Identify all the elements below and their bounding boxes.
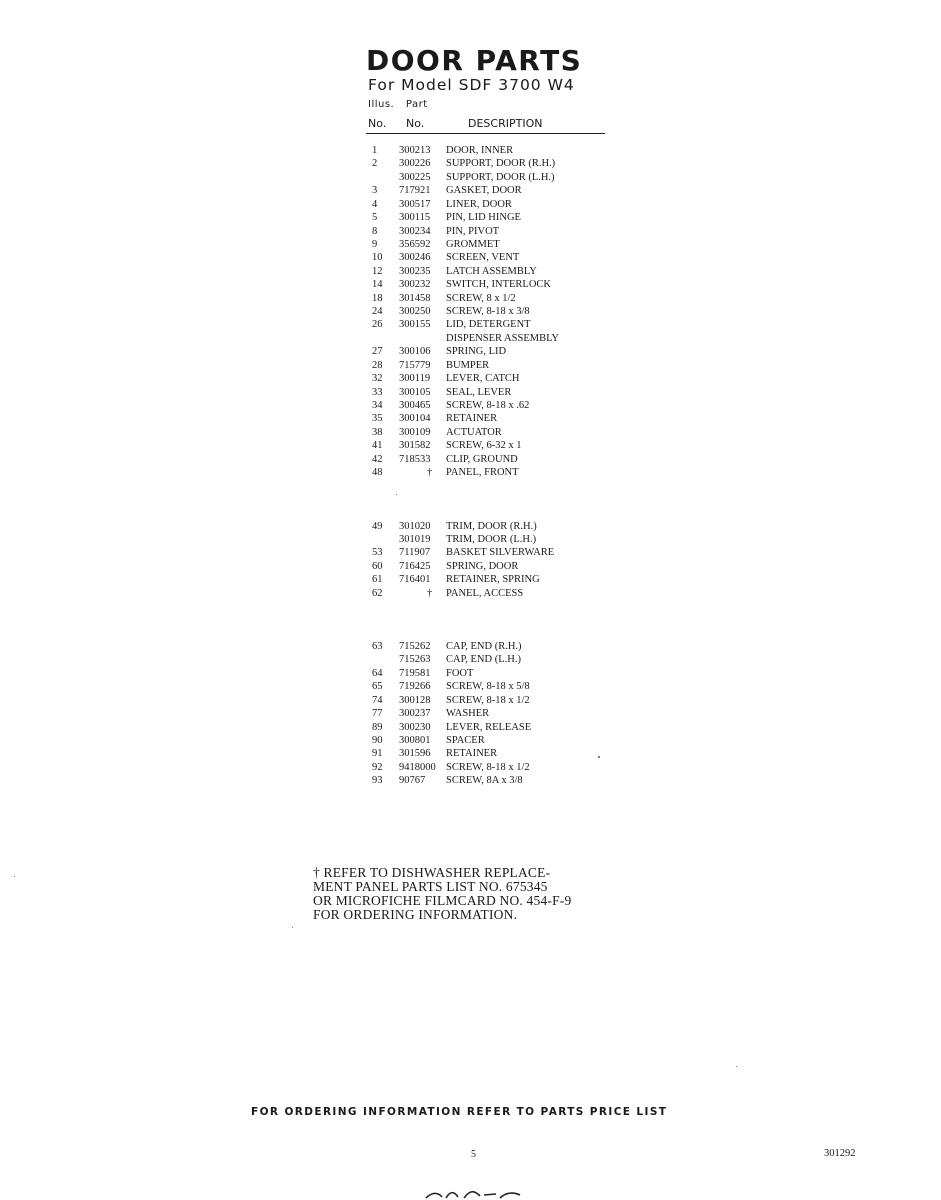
parts-row <box>372 667 612 681</box>
parts-row <box>372 453 612 467</box>
part-description: LEVER, RELEASE <box>446 722 532 733</box>
parts-row <box>372 238 612 252</box>
scan-speck <box>396 494 397 495</box>
parts-row <box>372 171 612 185</box>
illus-number: 14 <box>372 279 383 290</box>
note-line: FOR ORDERING INFORMATION. <box>313 907 518 922</box>
part-description: WASHER <box>446 708 490 719</box>
illus-number: 60 <box>372 561 383 572</box>
illus-number: 89 <box>372 722 383 733</box>
parts-row <box>372 386 612 400</box>
part-description: PIN, LID HINGE <box>446 212 521 223</box>
parts-row <box>372 680 612 694</box>
part-number: 711907 <box>399 547 431 558</box>
illus-number: 18 <box>372 293 383 304</box>
part-description: DISPENSER ASSEMBLY <box>446 333 560 344</box>
part-number: 300128 <box>399 695 431 706</box>
parts-row <box>372 265 612 279</box>
part-description: ACTUATOR <box>446 427 502 438</box>
part-number: 90767 <box>399 775 426 786</box>
part-number: 9418000 <box>399 762 436 773</box>
part-description: SCREW, 6-32 x 1 <box>446 440 522 451</box>
illus-number: 93 <box>372 775 383 786</box>
part-number: 300213 <box>399 145 431 156</box>
part-description: PANEL, FRONT <box>446 467 519 478</box>
part-no-header: No. <box>406 117 425 130</box>
part-description: SPACER <box>446 735 485 746</box>
parts-row <box>372 573 612 587</box>
part-description: GROMMET <box>446 239 500 250</box>
part-number: 300465 <box>399 400 431 411</box>
part-description: RETAINER, SPRING <box>446 574 540 585</box>
note-line: † REFER TO DISHWASHER REPLACE- <box>313 865 551 880</box>
illus-number: 10 <box>372 252 383 263</box>
part-number: 300801 <box>399 735 431 746</box>
illus-number: 27 <box>372 346 383 357</box>
illus-number: 28 <box>372 360 383 371</box>
illus-number: 9 <box>372 239 378 250</box>
part-description: SEAL, LEVER <box>446 387 512 398</box>
part-description: RETAINER <box>446 413 498 424</box>
part-number: 356592 <box>399 239 431 250</box>
illus-number: 38 <box>372 427 383 438</box>
parts-row <box>372 144 612 158</box>
illus-number: 1 <box>372 145 378 156</box>
part-description: CLIP, GROUND <box>446 454 518 465</box>
part-description: SCREW, 8-18 x 1/2 <box>446 695 530 706</box>
replacement-panel-note <box>313 866 613 922</box>
part-number: 300246 <box>399 252 431 263</box>
parts-row <box>372 198 612 212</box>
illus-number: 42 <box>372 454 383 465</box>
part-number: 719581 <box>399 668 431 679</box>
illus-number: 12 <box>372 266 383 277</box>
part-description: SUPPORT, DOOR (R.H.) <box>446 158 556 169</box>
part-number: 301019 <box>399 534 431 545</box>
illus-number: 61 <box>372 574 383 585</box>
part-number: 300250 <box>399 306 431 317</box>
part-description: SCREW, 8 x 1/2 <box>446 293 516 304</box>
description-header: DESCRIPTION <box>468 117 543 130</box>
part-description: SCREW, 8A x 3/8 <box>446 775 523 786</box>
part-number: 715779 <box>399 360 431 371</box>
illus-number: 26 <box>372 319 383 330</box>
part-number: 300115 <box>399 212 431 223</box>
illus-number: 3 <box>372 185 378 196</box>
part-number: 716425 <box>399 561 431 572</box>
part-header-top: Part <box>405 99 428 110</box>
part-description: FOOT <box>446 668 474 679</box>
note-line: MENT PANEL PARTS LIST NO. 675345 <box>313 879 548 894</box>
illus-number: 49 <box>372 521 383 532</box>
parts-row <box>372 761 612 775</box>
scan-speck <box>598 756 600 758</box>
part-number: 301020 <box>399 521 431 532</box>
part-description: RETAINER <box>446 748 498 759</box>
part-number: 300104 <box>399 413 431 424</box>
part-description: SPRING, LID <box>446 346 507 357</box>
part-description: TRIM, DOOR (R.H.) <box>446 521 537 532</box>
scan-speck <box>736 1066 737 1067</box>
part-number: 300226 <box>399 158 431 169</box>
handwritten-mark <box>424 1186 534 1200</box>
illus-header-top: Illus. <box>368 99 395 110</box>
part-number: 719266 <box>399 681 431 692</box>
part-description: SCREW, 8-18 x 3/8 <box>446 306 530 317</box>
parts-row <box>372 560 612 574</box>
illus-number: 33 <box>372 387 383 398</box>
part-number: 300232 <box>399 279 431 290</box>
document-code: 301292 <box>824 1148 856 1159</box>
parts-row <box>372 184 612 198</box>
part-number: 300109 <box>399 427 431 438</box>
illus-number: 32 <box>372 373 383 384</box>
illus-number: 35 <box>372 413 383 424</box>
parts-row <box>372 533 612 547</box>
scan-speck <box>292 927 293 928</box>
illus-number: 24 <box>372 306 383 317</box>
part-description: LID, DETERGENT <box>446 319 531 330</box>
illus-number: 48 <box>372 467 383 478</box>
parts-row <box>372 587 612 601</box>
illus-number: 8 <box>372 226 378 237</box>
parts-row <box>372 439 612 453</box>
part-description: LINER, DOOR <box>446 199 512 210</box>
parts-row <box>372 694 612 708</box>
illus-number: 5 <box>372 212 378 223</box>
illus-number: 62 <box>372 588 383 599</box>
column-header-top <box>368 99 428 110</box>
page-number: 5 <box>471 1149 476 1160</box>
part-description: CAP, END (R.H.) <box>446 641 522 652</box>
parts-row <box>372 546 612 560</box>
part-description: CAP, END (L.H.) <box>446 654 521 665</box>
part-number: 300119 <box>399 373 431 384</box>
illus-number: 74 <box>372 695 383 706</box>
illus-number: 4 <box>372 199 378 210</box>
part-description: LATCH ASSEMBLY <box>446 266 537 277</box>
parts-row <box>372 412 612 426</box>
part-description: LEVER, CATCH <box>446 373 520 384</box>
illus-number: 63 <box>372 641 383 652</box>
part-number: 301596 <box>399 748 431 759</box>
part-description: SCREW, 8-18 x 5/8 <box>446 681 530 692</box>
parts-row <box>372 466 612 480</box>
part-number: 300230 <box>399 722 431 733</box>
part-number: 300155 <box>399 319 431 330</box>
illus-number: 91 <box>372 748 383 759</box>
parts-row <box>372 359 612 373</box>
illus-number: 90 <box>372 735 383 746</box>
part-number: † <box>427 467 433 478</box>
part-number: 716401 <box>399 574 431 585</box>
parts-row <box>372 225 612 239</box>
part-description: BASKET SILVERWARE <box>446 547 555 558</box>
part-number: 715263 <box>399 654 431 665</box>
part-number: † <box>427 588 433 599</box>
part-number: 301582 <box>399 440 431 451</box>
parts-row <box>372 721 612 735</box>
parts-row <box>372 332 612 346</box>
parts-row <box>372 774 612 788</box>
parts-row <box>372 399 612 413</box>
part-number: 300105 <box>399 387 431 398</box>
parts-row <box>372 318 612 332</box>
parts-row <box>372 640 612 654</box>
parts-row <box>372 426 612 440</box>
part-description: SUPPORT, DOOR (L.H.) <box>446 172 555 183</box>
parts-row <box>372 292 612 306</box>
illus-number: 65 <box>372 681 383 692</box>
part-number: 300106 <box>399 346 431 357</box>
part-description: SCREW, 8-18 x 1/2 <box>446 762 530 773</box>
parts-row <box>372 653 612 667</box>
part-description: SCREW, 8-18 x .62 <box>446 400 530 411</box>
part-description: GASKET, DOOR <box>446 185 522 196</box>
parts-row <box>372 707 612 721</box>
part-description: PIN, PIVOT <box>446 226 500 237</box>
page-title: DOOR PARTS <box>366 44 583 77</box>
part-description: TRIM, DOOR (L.H.) <box>446 534 537 545</box>
ordering-footer: FOR ORDERING INFORMATION REFER TO PARTS PRICE LIST <box>251 1106 668 1118</box>
parts-row <box>372 251 612 265</box>
part-description: BUMPER <box>446 360 490 371</box>
part-description: PANEL, ACCESS <box>446 588 524 599</box>
illus-number: 41 <box>372 440 383 451</box>
part-description: SCREEN, VENT <box>446 252 520 263</box>
illus-number: 53 <box>372 547 383 558</box>
illus-number: 64 <box>372 668 383 679</box>
parts-row <box>372 278 612 292</box>
parts-row <box>372 345 612 359</box>
part-description: SWITCH, INTERLOCK <box>446 279 551 290</box>
part-description: DOOR, INNER <box>446 145 514 156</box>
parts-row <box>372 157 612 171</box>
part-number: 300235 <box>399 266 431 277</box>
part-number: 718533 <box>399 454 431 465</box>
part-number: 717921 <box>399 185 431 196</box>
part-number: 300237 <box>399 708 431 719</box>
parts-row <box>372 372 612 386</box>
part-description: SPRING, DOOR <box>446 561 519 572</box>
parts-row <box>372 305 612 319</box>
illus-number: 77 <box>372 708 383 719</box>
parts-row <box>372 734 612 748</box>
illus-number: 92 <box>372 762 383 773</box>
note-line: OR MICROFICHE FILMCARD NO. 454-F-9 <box>313 893 572 908</box>
part-number: 300517 <box>399 199 431 210</box>
illus-number: 2 <box>372 158 378 169</box>
parts-row <box>372 520 612 534</box>
part-number: 715262 <box>399 641 431 652</box>
page-subtitle: For Model SDF 3700 W4 <box>368 76 575 94</box>
illus-number: 34 <box>372 400 383 411</box>
parts-row <box>372 747 612 761</box>
parts-row <box>372 211 612 225</box>
part-number: 300234 <box>399 226 431 237</box>
illus-no-header: No. <box>368 117 387 130</box>
part-number: 301458 <box>399 293 431 304</box>
part-number: 300225 <box>399 172 431 183</box>
scan-speck <box>14 876 15 877</box>
header-divider <box>366 133 605 134</box>
